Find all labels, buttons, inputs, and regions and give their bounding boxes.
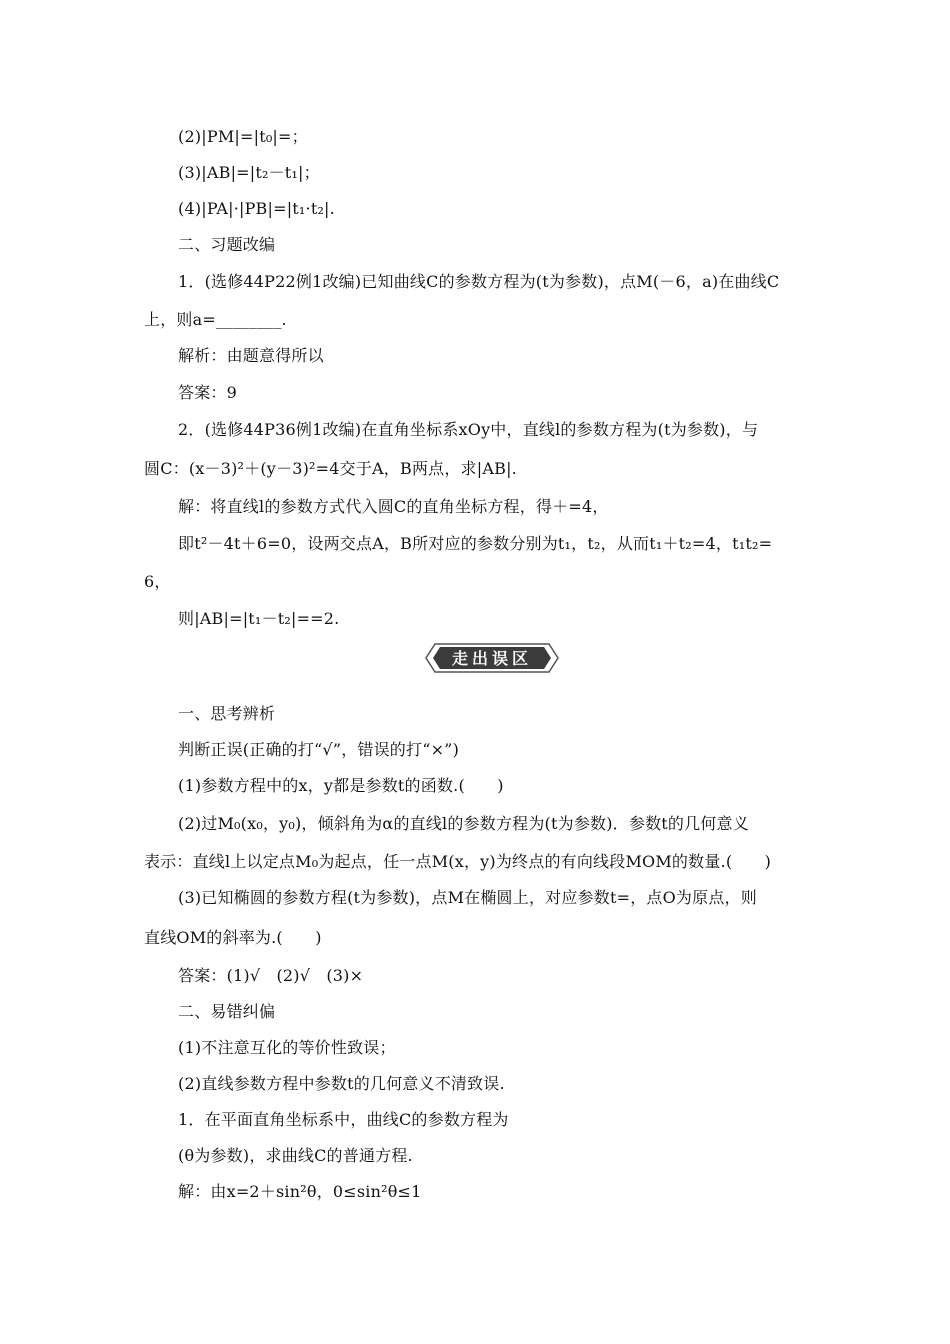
text-line: 答案：9 bbox=[178, 383, 237, 402]
section-heading: 一、思考辨析 bbox=[178, 704, 276, 723]
text-line: 直线OM的斜率为.( ) bbox=[144, 928, 322, 947]
text-line: (2)|PM|=|t₀|=； bbox=[178, 127, 308, 146]
section-heading: 二、易错纠偏 bbox=[178, 1002, 276, 1021]
text-line: 解：将直线l的参数方式代入圆C的直角坐标方程，得＋=4， bbox=[178, 497, 609, 516]
section-banner bbox=[425, 643, 559, 673]
text-line: 解：由x=2＋sin²θ，0≤sin²θ≤1 bbox=[178, 1182, 422, 1201]
banner-graphic bbox=[425, 643, 559, 673]
text-line: 判断正误(正确的打“√”，错误的打“×”) bbox=[178, 740, 460, 759]
text-line: 2．(选修44P36例1改编)在直角坐标系xOy中，直线l的参数方程为(t为参数)，与 bbox=[178, 420, 759, 439]
text-line: 上，则a=________. bbox=[144, 310, 287, 329]
text-line: (2)直线参数方程中参数t的几何意义不清致误. bbox=[178, 1074, 505, 1093]
text-line: 则|AB|=|t₁－t₂|==2. bbox=[178, 609, 340, 628]
text-line: (θ为参数)，求曲线C的普通方程. bbox=[178, 1146, 413, 1165]
text-line: 即t²－4t＋6=0，设两交点A，B所对应的参数分别为t₁，t₂，从而t₁＋t₂=4，t₁t₂= bbox=[178, 534, 773, 553]
text-line: 表示：直线l上以定点M₀为起点，任一点M(x，y)为终点的有向线段MOM的数量.( ) bbox=[144, 852, 772, 871]
text-line: (2)过M₀(x₀，y₀)，倾斜角为α的直线l的参数方程为(t为参数)．参数t的几何意义 bbox=[178, 814, 749, 833]
text-line: 答案：(1)√ (2)√ (3)× bbox=[178, 966, 364, 985]
banner-title: 走出误区 bbox=[451, 649, 533, 668]
section-heading: 二、习题改编 bbox=[178, 235, 276, 254]
text-line: 1．在平面直角坐标系中，曲线C的参数方程为 bbox=[178, 1110, 509, 1129]
text-line: (1)不注意互化的等价性致误； bbox=[178, 1038, 396, 1057]
text-line: (4)|PA|·|PB|=|t₁·t₂|. bbox=[178, 199, 335, 218]
text-line: 1．(选修44P22例1改编)已知曲线C的参数方程为(t为参数)，点M(－6，a)在曲线C bbox=[178, 272, 780, 291]
text-line: 圆C：(x－3)²＋(y－3)²=4交于A，B两点，求|AB|. bbox=[144, 459, 517, 478]
text-line: 解析：由题意得所以 bbox=[178, 346, 324, 365]
text-line: 6， bbox=[144, 572, 171, 591]
text-line: (1)参数方程中的x，y都是参数t的函数.( ) bbox=[178, 776, 504, 795]
text-line: (3)|AB|=|t₂－t₁|； bbox=[178, 163, 320, 182]
text-line: (3)已知椭圆的参数方程(t为参数)，点M在椭圆上，对应参数t=，点O为原点，则 bbox=[178, 888, 757, 907]
